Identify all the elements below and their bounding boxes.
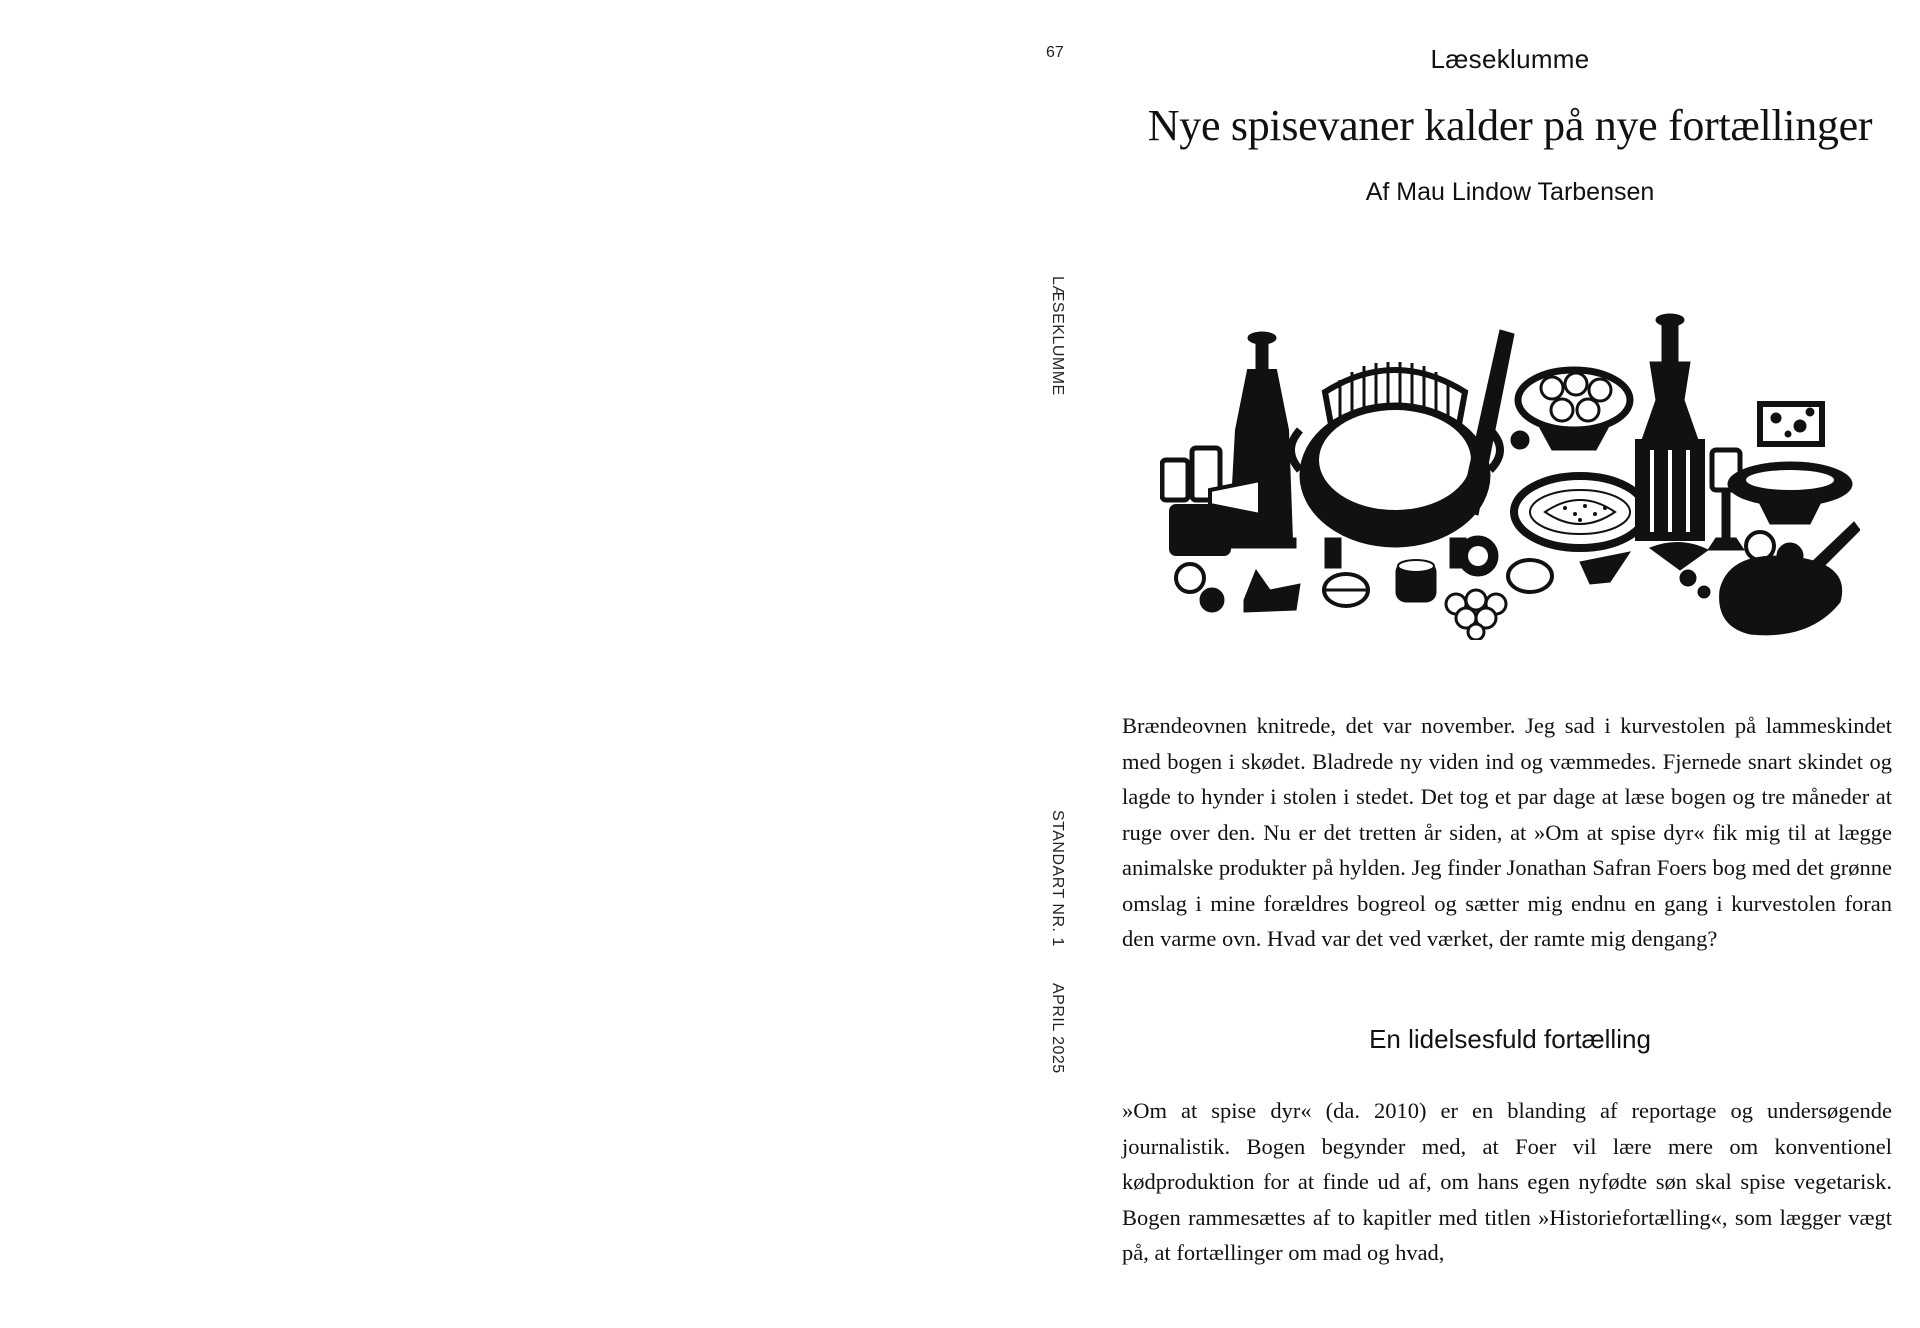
section-label: Læseklumme xyxy=(1430,44,1590,74)
page-number: 67 xyxy=(1046,44,1064,61)
serving-bowl-icon xyxy=(1728,462,1852,524)
wine-glass-icon xyxy=(1708,450,1744,550)
byline: Af Mau Lindow Tarbensen xyxy=(1365,178,1655,206)
intro-paragraph: Brændeovnen knitrede, det var november. Jeg sad i kurvestolen på lammeskindet med bogen i skødet. Bladrede ny viden ind og væmmedes. Fjernede snart skindet og lagde to hynder i stolen i stedet. Det tog et par dage at læse bogen og tre måneder at ruge over den. Nu er det tretten år siden, at »Om at spise dyr« fik mig til at lægge animalske produkter på hylden. Jeg finder Jonathan Safran Foers bog med det grønne omslag i mine forældres bogreol og sætter mig endnu en gang i kurvestolen foran den varme ovn. Hvad var det ved værket, der ramte mig dengang? xyxy=(1122,713,1892,951)
roast-icon xyxy=(1720,522,1860,635)
running-header-date: APRIL 2025 xyxy=(1049,983,1066,1074)
fish-platter-icon xyxy=(1514,476,1646,548)
running-header-issue: STANDART NR. 1 xyxy=(1049,810,1066,947)
cheese-icon xyxy=(1760,404,1822,444)
body-paragraph: »Om at spise dyr« (da. 2010) er en blanding af reportage og undersøgende journalistik. Bogen begynder med, at Foer vil lære mere om konventionel kødproduktion for at finde ud af, om hans egen nyfødte søn skal spise vegetarisk. Bogen rammesættes af to kapitler med titlen »Historiefortælling«, som lægger vægt på, at fortællinger om mad og hvad, xyxy=(1122,1098,1892,1265)
grapes-icon xyxy=(1446,590,1506,640)
article-title: Nye spisevaner kalder på nye fortællinger xyxy=(1147,101,1873,150)
fruit-bowl-icon xyxy=(1511,370,1630,450)
pot-icon xyxy=(1291,330,1514,568)
article-page xyxy=(1120,0,1900,1328)
food-still-life-illustration xyxy=(1160,300,1860,640)
subheading: En lidelsesfuld fortælling xyxy=(1369,1024,1651,1054)
running-header-section: LÆSEKLUMME xyxy=(1049,276,1066,396)
grinder-icon xyxy=(1636,314,1704,540)
